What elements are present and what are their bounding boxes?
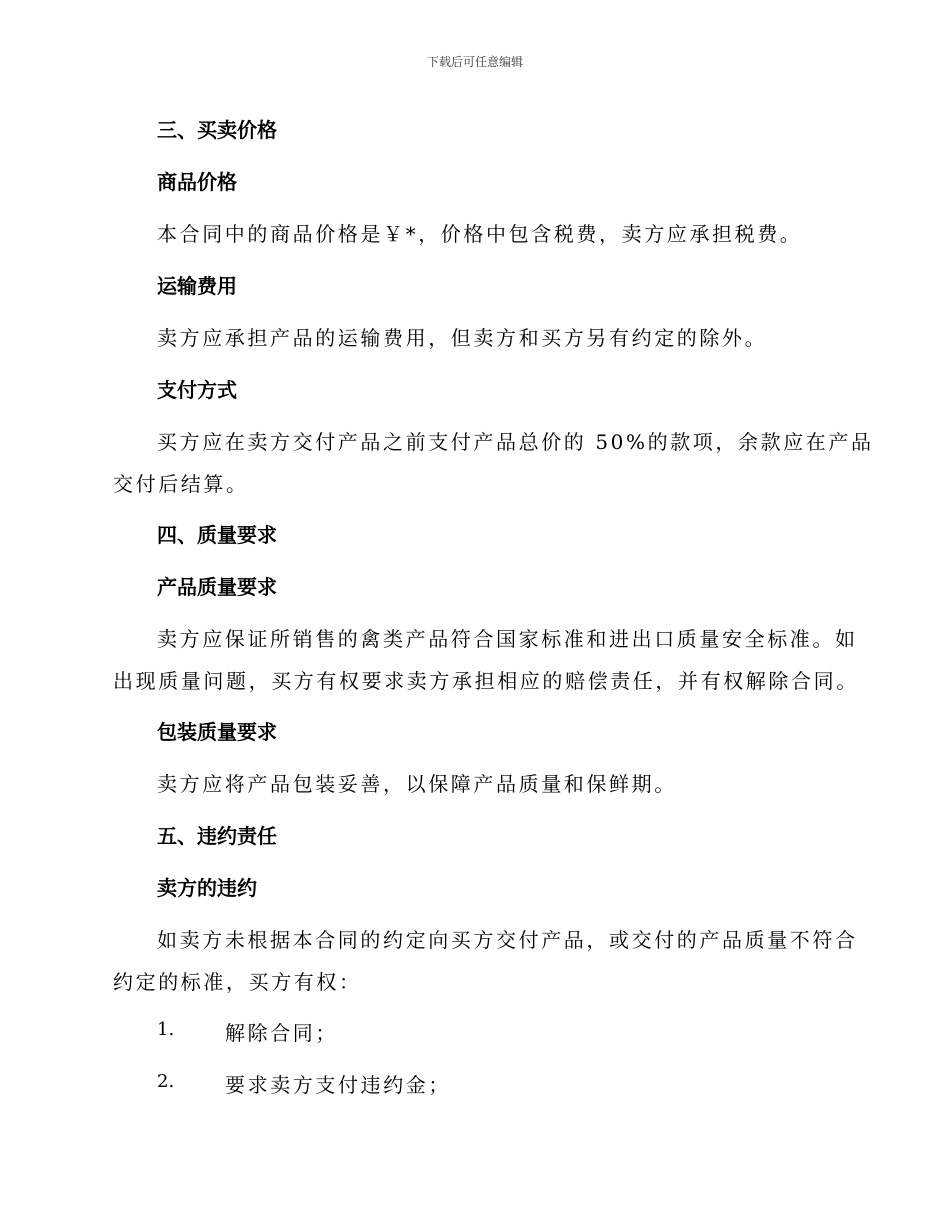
package-heading: 包装质量要求 — [157, 720, 277, 744]
seller-breach-paragraph-line-2: 约定的标准，买方有权： — [113, 970, 362, 994]
product-quality-paragraph-line-2: 出现质量问题，买方有权要求卖方承担相应的赔偿责任，并有权解除合同。 — [113, 669, 859, 693]
page-header: 下载后可任意编辑 — [426, 55, 523, 69]
section-4-title: 四、质量要求 — [157, 523, 277, 547]
transport-paragraph: 卖方应承担产品的运输费用，但卖方和买方另有约定的除外。 — [157, 326, 768, 350]
transport-heading: 运输费用 — [157, 274, 237, 298]
payment-heading: 支付方式 — [157, 378, 237, 402]
payment-paragraph-line-2: 交付后结算。 — [113, 472, 249, 496]
product-quality-heading: 产品质量要求 — [157, 575, 277, 599]
section-3-title: 三、买卖价格 — [157, 118, 277, 142]
package-paragraph: 卖方应将产品包装妥善，以保障产品质量和保鲜期。 — [157, 772, 677, 796]
price-paragraph: 本合同中的商品价格是￥*，价格中包含税费，卖方应承担税费。 — [157, 222, 803, 246]
section-5-title: 五、违约责任 — [157, 824, 277, 848]
list-item-text: 要求卖方支付违约金； — [225, 1073, 451, 1097]
product-quality-paragraph-line-1: 卖方应保证所销售的禽类产品符合国家标准和进出口质量安全标准。如 — [157, 627, 858, 651]
payment-paragraph-line-1: 买方应在卖方交付产品之前支付产品总价的 50%的款项，余款应在产品 — [157, 430, 874, 454]
price-heading: 商品价格 — [157, 170, 237, 194]
seller-breach-heading: 卖方的违约 — [157, 876, 257, 900]
seller-breach-paragraph-line-1: 如卖方未根据本合同的约定向买方交付产品，或交付的产品质量不符合 — [157, 928, 858, 952]
list-item-text: 解除合同； — [225, 1021, 338, 1045]
list-item-number: 1. — [157, 1019, 175, 1040]
list-item-number: 2. — [157, 1071, 175, 1092]
